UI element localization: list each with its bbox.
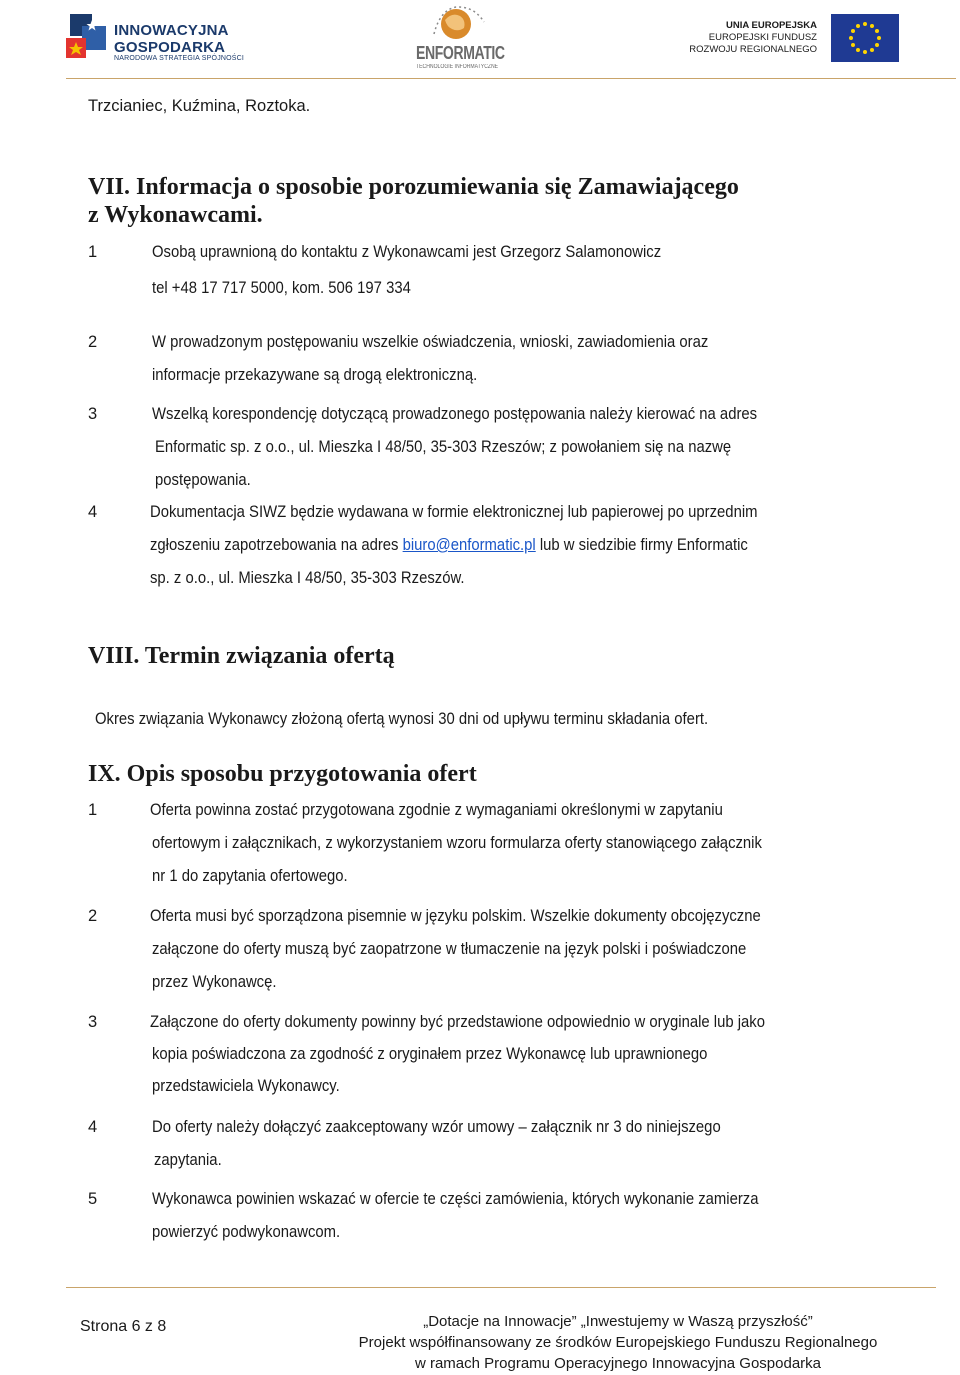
ig-subtitle: NARODOWA STRATEGIA SPÓJNOŚCI [114, 55, 245, 62]
ig-line2: GOSPODARKA [114, 39, 226, 56]
s9-item5-line2: powierzyć podwykonawcom. [152, 1223, 341, 1241]
s7-item4-line2-pre: zgłoszeniu zapotrzebowania na adres [150, 536, 403, 554]
section7-heading-line1: VII. Informacja o sposobie porozumiewania się Zamawiającego [88, 174, 739, 200]
s9-item1-number: 1 [88, 801, 98, 819]
footer-line1: „Dotacje na Innowacje” „Inwestujemy w Waszą przyszłość” [423, 1313, 813, 1330]
ig-line1: INNOWACYJNA [114, 22, 229, 39]
globe-icon [412, 2, 502, 44]
s7-item4-line1: Dokumentacja SIWZ będzie wydawana w formie elektronicznej lub papierowej po uprzednim [150, 503, 758, 521]
s9-item4-number: 4 [88, 1118, 98, 1136]
s9-item1-line2: ofertowym i załącznikach, z wykorzystaniem wzoru formularza oferty stanowiącego załącznik [152, 834, 762, 852]
page-number: Strona 6 z 8 [80, 1318, 167, 1335]
s9-item4-line2: zapytania. [154, 1151, 222, 1169]
s7-item4-number: 4 [88, 503, 98, 521]
s7-item4-line3: sp. z o.o., ul. Mieszka I 48/50, 35-303 Rzeszów. [150, 569, 465, 587]
enformatic-subtitle: TECHNOLOGIE INFORMATYCZNE [416, 64, 499, 70]
eu-line2: EUROPEJSKI FUNDUSZ [708, 32, 817, 43]
s7-item2-line1: W prowadzonym postępowaniu wszelkie oświadczenia, wnioski, zawiadomienia oraz [152, 333, 709, 351]
section7-heading-line2: z Wykonawcami. [88, 202, 263, 228]
s7-item1-line2: tel +48 17 717 5000, kom. 506 197 334 [152, 279, 411, 297]
eu-line3: ROZWOJU REGIONALNEGO [689, 44, 817, 55]
s9-item5-number: 5 [88, 1190, 98, 1208]
eu-line1: UNIA EUROPEJSKA [726, 20, 817, 31]
s9-item1-line1: Oferta powinna zostać przygotowana zgodnie z wymaganiami określonymi w zapytaniu [150, 801, 723, 819]
section8-heading: VIII. Termin związania ofertą [88, 643, 395, 669]
s9-item3-number: 3 [88, 1013, 98, 1031]
s9-item2-number: 2 [88, 907, 98, 925]
s7-item3-number: 3 [88, 405, 98, 423]
s9-item5-line1: Wykonawca powinien wskazać w ofercie te części zamówienia, których wykonanie zamierza [152, 1190, 759, 1208]
s9-item1-line3: nr 1 do zapytania ofertowego. [152, 867, 348, 885]
s9-item3-line1: Załączone do oferty dokumenty powinny być przedstawione odpowiednio w oryginale lub jako [150, 1013, 765, 1031]
s9-item2-line3: przez Wykonawcę. [152, 973, 277, 991]
email-link[interactable]: biuro@enformatic.pl [402, 536, 536, 554]
s7-item3-line2: Enformatic sp. z o.o., ul. Mieszka I 48/50, 35-303 Rzeszów; z powołaniem się na nazwę [155, 438, 732, 456]
footer-line3: w ramach Programu Operacyjnego Innowacyjna Gospodarka [414, 1355, 822, 1372]
s9-item4-line1: Do oferty należy dołączyć zaakceptowany wzór umowy – załącznik nr 3 do niniejszego [152, 1118, 721, 1136]
s7-item4-line2-post: lub w siedzibie firmy Enformatic [535, 536, 748, 554]
s9-item3-line3: przedstawiciela Wykonawcy. [152, 1077, 340, 1095]
footer-funding-text [338, 1311, 898, 1374]
s7-item3-line3: postępowania. [155, 471, 251, 489]
s9-item2-line1: Oferta musi być sporządzona pisemnie w języku polskim. Wszelkie dokumenty obcojęzyczne [150, 907, 761, 925]
s9-item2-line2: załączone do oferty muszą być zaopatrzone w tłumaczenie na język polski i poświadczone [152, 940, 747, 958]
s9-item3-line2: kopia poświadczona za zgodność z oryginałem przez Wykonawcę lub uprawnionego [152, 1045, 708, 1063]
s7-item1-number: 1 [88, 243, 98, 261]
intro-line: Trzcianiec, Kuźmina, Roztoka. [88, 97, 311, 115]
s7-item2-number: 2 [88, 333, 98, 351]
enformatic-name: ENFORMATIC [416, 43, 505, 63]
innowacyjna-gospodarka-logo [62, 12, 245, 68]
enformatic-logo [412, 2, 505, 72]
section9-heading: IX. Opis sposobu przygotowania ofert [88, 761, 477, 787]
s7-item4-line2 [150, 535, 748, 555]
header-divider [66, 78, 956, 79]
footer-divider [66, 1287, 936, 1288]
s7-item3-line1: Wszelką korespondencję dotyczącą prowadzonego postępowania należy kierować na adres [152, 405, 758, 423]
section8-text: Okres związania Wykonawcy złożoną ofertą wynosi 30 dni od upływu terminu składania ofert. [95, 710, 709, 728]
eu-logo [689, 14, 899, 64]
eu-flag-icon [831, 14, 899, 62]
s7-item1-line1: Osobą uprawnioną do kontaktu z Wykonawcami jest Grzegorz Salamonowicz [152, 243, 662, 261]
ig-emblem-icon [62, 12, 110, 66]
footer-line2: Projekt współfinansowany ze środków Europejskiego Funduszu Regionalnego [358, 1334, 878, 1351]
s7-item2-line2: informacje przekazywane są drogą elektroniczną. [152, 366, 478, 384]
